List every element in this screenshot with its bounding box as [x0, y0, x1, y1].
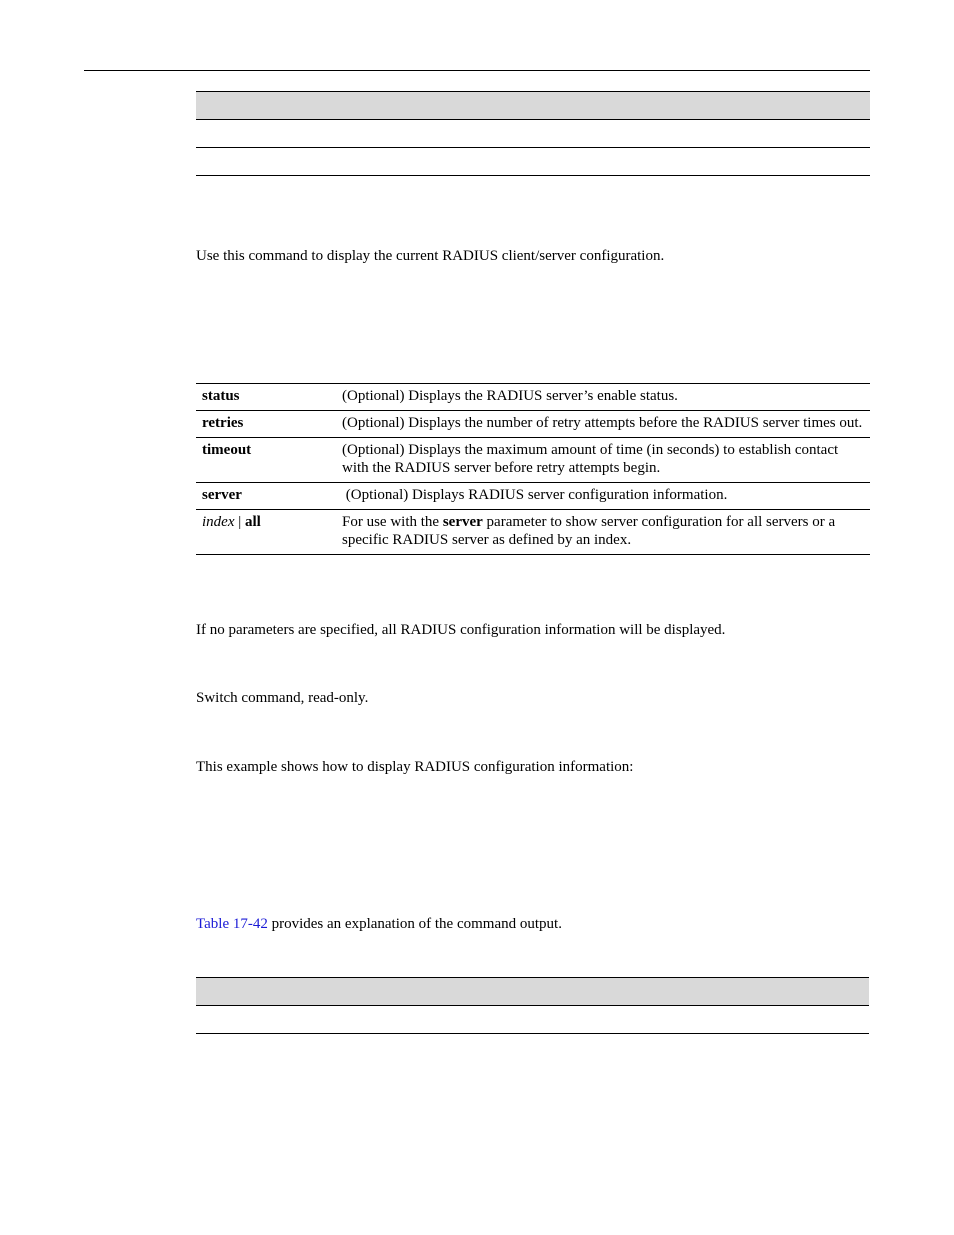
mode-text: Switch command, read-only. — [196, 690, 369, 706]
param-description: (Optional) Displays the RADIUS server’s enable status. — [336, 384, 870, 411]
example-text: This example shows how to display RADIUS configuration information: — [196, 759, 634, 775]
output-reference-text: provides an explanation of the command output. — [267, 916, 562, 932]
param-description: (Optional) Displays RADIUS server configuration information. — [336, 483, 870, 510]
bottom-table-rule — [196, 977, 869, 978]
top-table-rule — [196, 147, 870, 148]
param-name: server — [196, 483, 336, 510]
desc-bold: server — [442, 514, 483, 530]
top-table-header — [196, 92, 870, 119]
param-name: retries — [196, 411, 336, 438]
defaults-text: If no parameters are specified, all RADIUS configuration information will be displayed. — [196, 622, 726, 638]
bottom-table-header — [196, 978, 869, 1005]
param-separator: | — [234, 514, 245, 530]
table-row — [196, 438, 870, 483]
table-row — [196, 411, 870, 438]
bottom-table-rule — [196, 1033, 869, 1034]
table-row — [196, 510, 870, 555]
param-description: (Optional) Displays the number of retry attempts before the RADIUS server times out. — [336, 411, 870, 438]
output-reference — [196, 915, 562, 933]
top-table-rule — [196, 175, 870, 176]
header-rule — [84, 70, 870, 71]
parameters-table — [196, 383, 870, 555]
param-all: all — [245, 514, 261, 530]
param-name: status — [196, 384, 336, 411]
top-table-rule — [196, 91, 870, 92]
table-row — [196, 384, 870, 411]
param-name: timeout — [196, 438, 336, 483]
bottom-table-rule — [196, 1005, 869, 1006]
table-link[interactable]: Table 17-42 — [196, 916, 268, 932]
param-index: index — [202, 514, 235, 530]
param-description — [336, 510, 870, 555]
param-description: (Optional) Displays the maximum amount of time (in seconds) to establish contact with the RADIUS server before retry attempts begin. — [336, 438, 870, 483]
table-row — [196, 483, 870, 510]
desc-pre: For use with the — [342, 514, 443, 530]
param-name — [196, 510, 336, 555]
top-table-rule — [196, 119, 870, 120]
intro-text: Use this command to display the current RADIUS client/server configuration. — [196, 248, 665, 264]
desc-post: parameter to show server configuration for all servers or a specific RADIUS server as defined by an index. — [342, 514, 839, 548]
